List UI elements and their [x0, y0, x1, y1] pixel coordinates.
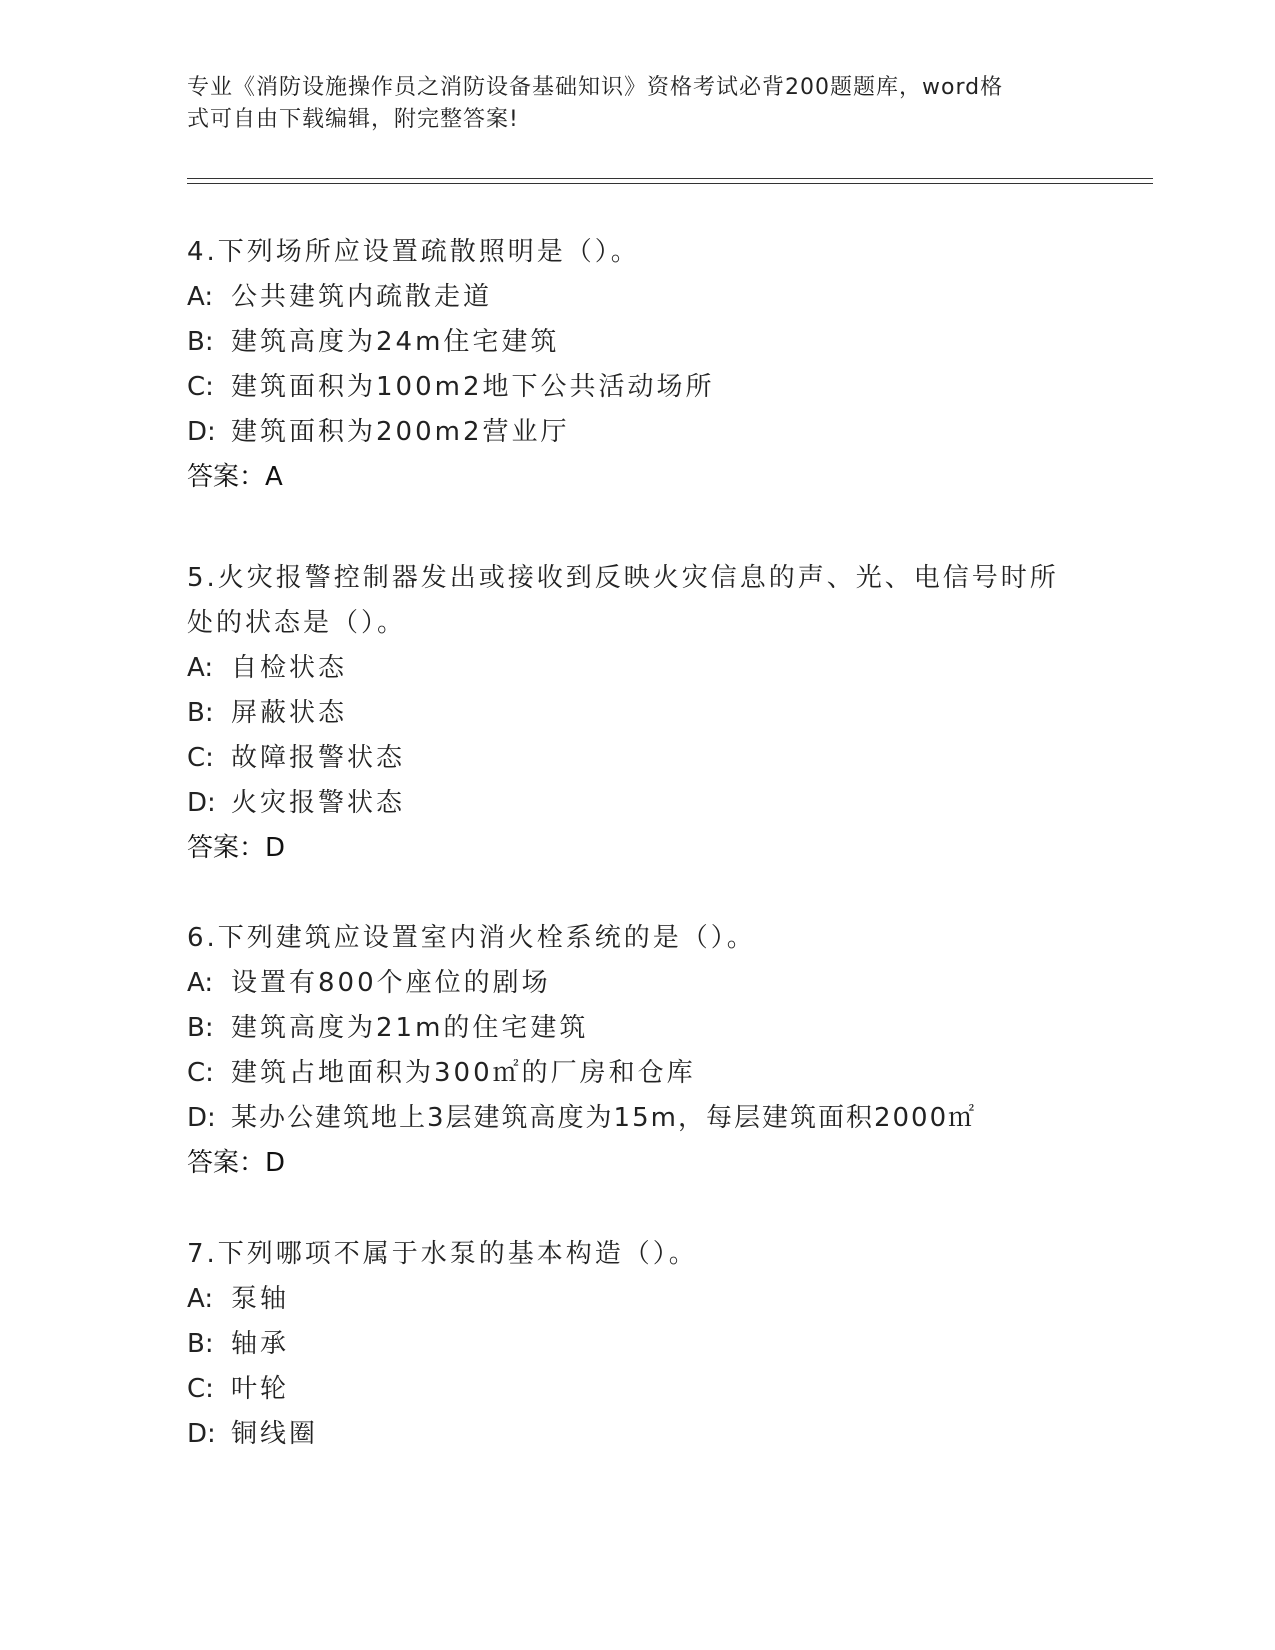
header-line-1: 专业《消防设施操作员之消防设备基础知识》资格考试必背200题题库，word格 [187, 75, 1004, 100]
option-a [187, 1277, 1087, 1322]
question-stem: 6.下列建筑应设置室内消火栓系统的是（）。 [187, 923, 756, 953]
option-text: 泵轴 [231, 1284, 290, 1314]
document-header [187, 72, 1087, 136]
option-letter: C: [187, 372, 214, 402]
option-letter: D: [187, 788, 216, 818]
option-text: 建筑高度为24m住宅建筑 [231, 327, 560, 357]
header-divider-bottom [187, 183, 1153, 184]
option-c [187, 736, 1087, 781]
question-stem: 4.下列场所应设置疏散照明是（）。 [187, 237, 640, 267]
option-text: 自检状态 [231, 653, 348, 683]
option-b [187, 691, 1087, 736]
option-letter: D: [187, 1103, 216, 1133]
question-5 [187, 556, 1087, 871]
option-c [187, 1367, 1087, 1412]
option-b [187, 1006, 1087, 1051]
option-letter: A: [187, 1284, 214, 1314]
option-a [187, 646, 1087, 691]
option-d [187, 410, 1087, 455]
question-stem: 7.下列哪项不属于水泵的基本构造（）。 [187, 1239, 698, 1269]
option-text: 建筑面积为200m2营业厅 [231, 417, 570, 447]
option-c [187, 365, 1087, 410]
option-letter: C: [187, 1058, 214, 1088]
option-text: 叶轮 [231, 1374, 290, 1404]
answer-text: 答案：A [187, 462, 283, 492]
option-text: 建筑高度为21m的住宅建筑 [231, 1013, 589, 1043]
option-text: 某办公建筑地上3层建筑高度为15m，每层建筑面积2000㎡ [231, 1103, 977, 1133]
option-a [187, 275, 1087, 320]
option-text: 火灾报警状态 [231, 788, 406, 818]
question-7 [187, 1232, 1087, 1457]
header-divider-top [187, 178, 1153, 179]
option-letter: B: [187, 698, 214, 728]
header-line-2: 式可自由下载编辑，附完整答案! [187, 107, 519, 132]
option-text: 轴承 [231, 1329, 290, 1359]
option-letter: A: [187, 282, 214, 312]
option-letter: B: [187, 327, 214, 357]
option-c [187, 1051, 1087, 1096]
question-stem: 5.火灾报警控制器发出或接收到反映火灾信息的声、光、电信号时所处的状态是（）。 [187, 563, 1059, 638]
question-6 [187, 916, 1087, 1186]
answer-text: 答案：D [187, 833, 286, 863]
option-d [187, 1096, 1087, 1141]
option-text: 铜线圈 [231, 1419, 319, 1449]
answer-text: 答案：D [187, 1148, 286, 1178]
option-letter: A: [187, 968, 214, 998]
option-letter: B: [187, 1329, 214, 1359]
option-text: 建筑面积为100m2地下公共活动场所 [231, 372, 715, 402]
option-letter: D: [187, 1419, 216, 1449]
question-4 [187, 230, 1087, 500]
option-b [187, 320, 1087, 365]
option-d [187, 781, 1087, 826]
option-d [187, 1412, 1087, 1457]
option-letter: C: [187, 1374, 214, 1404]
option-text: 公共建筑内疏散走道 [231, 282, 493, 312]
option-text: 建筑占地面积为300㎡的厂房和仓库 [231, 1058, 696, 1088]
option-text: 故障报警状态 [231, 743, 406, 773]
option-a [187, 961, 1087, 1006]
option-letter: B: [187, 1013, 214, 1043]
option-letter: A: [187, 653, 214, 683]
option-text: 设置有800个座位的剧场 [231, 968, 551, 998]
option-letter: D: [187, 417, 216, 447]
option-text: 屏蔽状态 [231, 698, 348, 728]
option-b [187, 1322, 1087, 1367]
option-letter: C: [187, 743, 214, 773]
